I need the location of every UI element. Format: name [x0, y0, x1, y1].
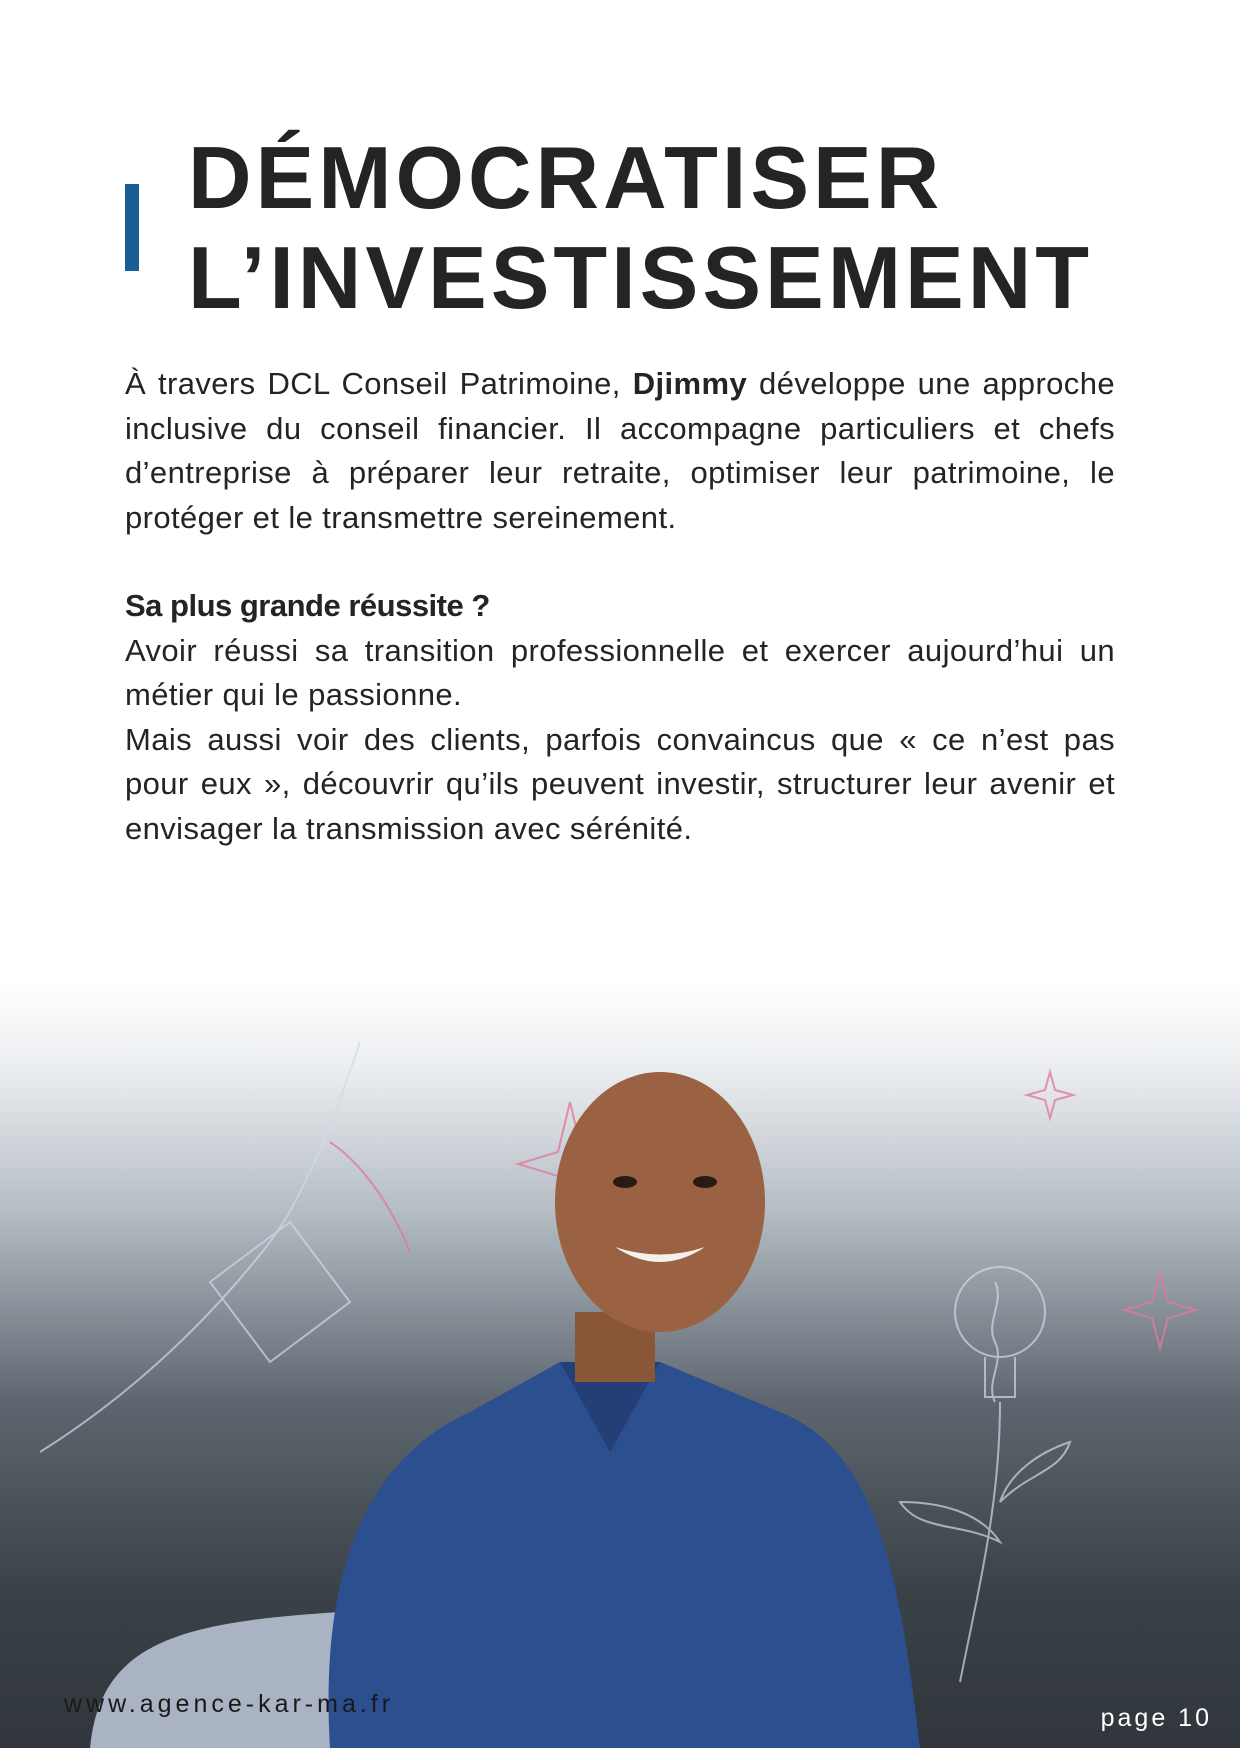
person-name: Djimmy [632, 366, 748, 401]
intro-paragraph [125, 362, 1115, 540]
article-body [125, 362, 1115, 851]
portrait-illustration [0, 982, 1240, 1748]
intro-text: À travers DCL Conseil Patrimoine, [125, 366, 633, 401]
title-line-1: DÉMOCRATISER [188, 128, 944, 227]
page-number: page 10 [1100, 1704, 1212, 1732]
intro-text-rest: développe une approche inclusive du conseil financier. Il accompagne particuliers et chefs d’entreprise à préparer leur retraite, optimiser leur patrimoine, le protéger et le transmettre sereinement. [125, 366, 1115, 535]
success-heading: Sa plus grande réussite ? [125, 588, 490, 623]
success-paragraph-1: Avoir réussi sa transition professionnelle et exercer aujourd’hui un métier qui le passionne. [125, 632, 1115, 712]
page-title [188, 128, 1093, 328]
website-link[interactable]: www.agence-kar-ma.fr [64, 1690, 395, 1718]
success-paragraph-2: Mais aussi voir des clients, parfois convaincus que « ce n’est pas pour eux », découvrir qu’ils peuvent investir, structurer leur avenir et envisager la transmission avec sérénité. [125, 721, 1115, 846]
portrait-photo [0, 982, 1240, 1748]
title-accent-bar [125, 184, 139, 271]
title-line-2: L’INVESTISSEMENT [188, 228, 1094, 327]
head [555, 1072, 765, 1332]
